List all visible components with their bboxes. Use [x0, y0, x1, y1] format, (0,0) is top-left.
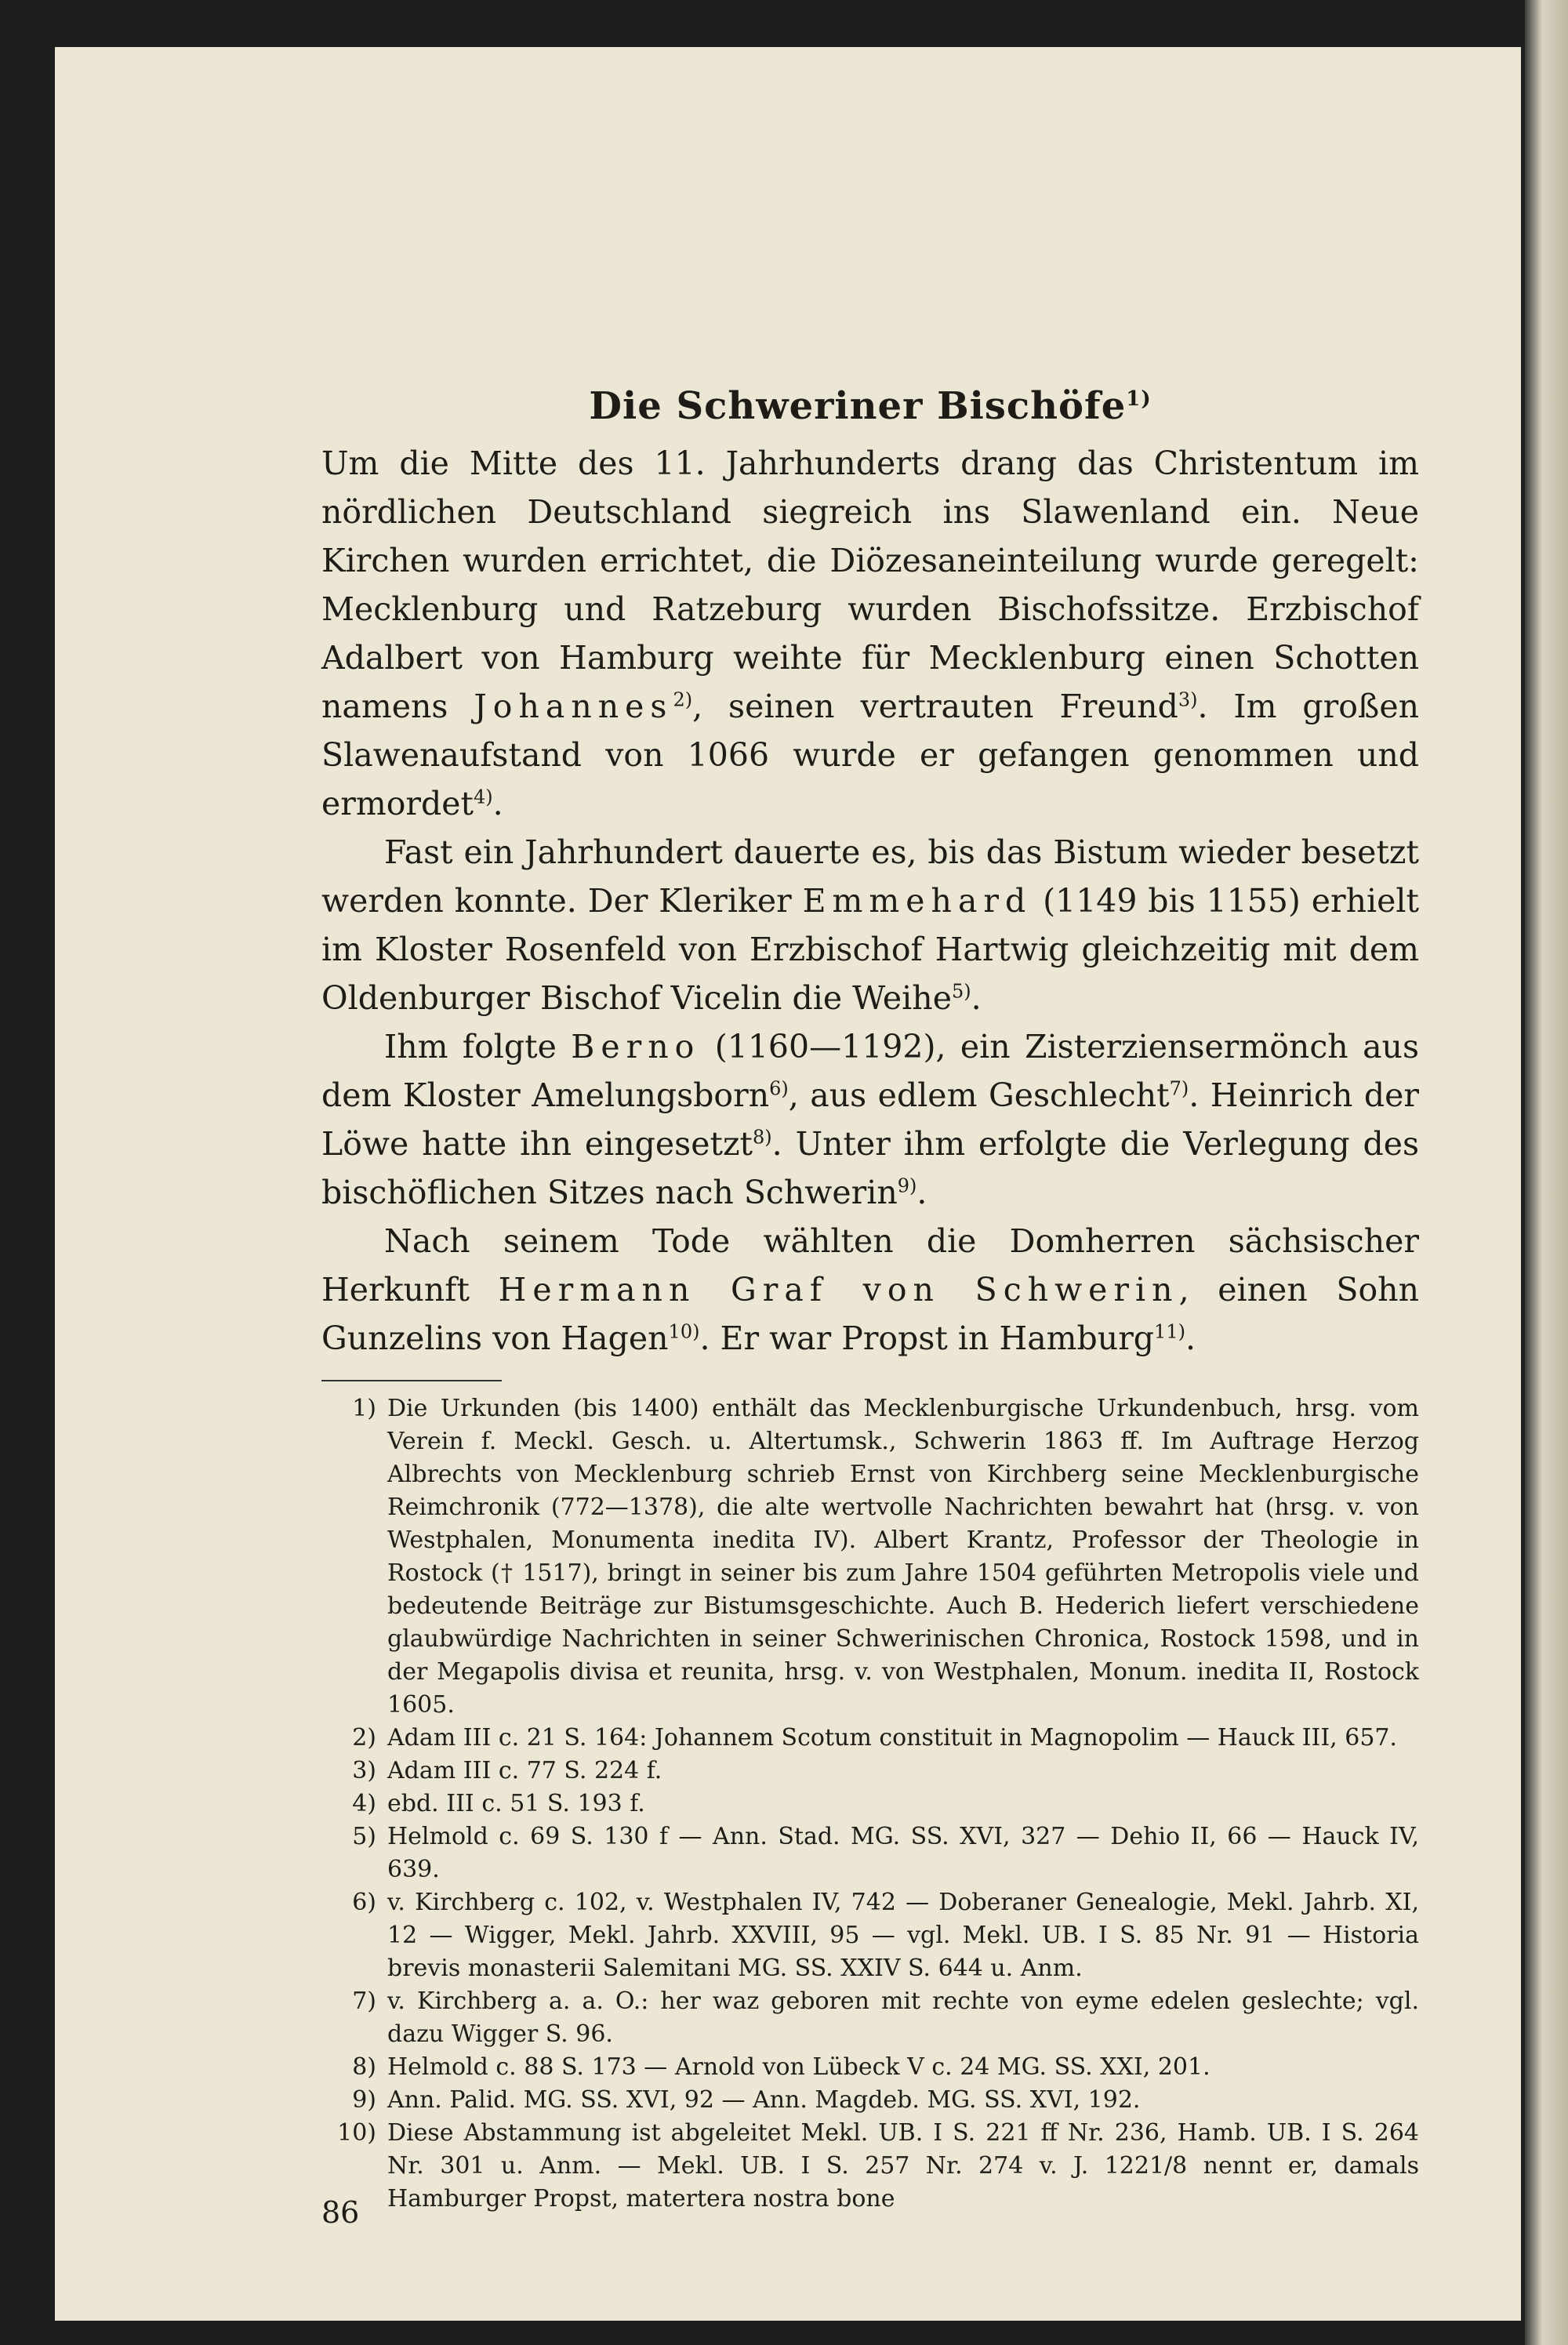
text-run: .	[916, 1174, 927, 1211]
footnote-text: Ann. Palid. MG. SS. XVI, 92 — Ann. Magdeb. MG. SS. XVI, 192.	[387, 2086, 1141, 2114]
chapter-heading	[321, 384, 1419, 428]
footnote-number: 2)	[352, 1724, 376, 1751]
footnote-ref: 8)	[753, 1126, 772, 1149]
spaced-name: Emmehard	[802, 882, 1033, 920]
footnote-number: 5)	[352, 1823, 376, 1850]
footnote-number: 4)	[352, 1790, 376, 1817]
footnote-text: Adam III c. 77 S. 224 f.	[387, 1757, 662, 1784]
footnote	[321, 2084, 1419, 2117]
spaced-name: Johannes	[474, 688, 673, 725]
footnote-text: Helmold c. 88 S. 173 — Arnold von Lübeck V c. 24 MG. SS. XXI, 201.	[387, 2053, 1210, 2081]
text-run: . Im großen Slawenaufstand von 1066 wurde er gefangen genommen und ermordet	[321, 688, 1419, 822]
footnote	[321, 2117, 1419, 2216]
footnote-text: v. Kirchberg a. a. O.: her waz geboren mit rechte von eyme edelen geslechte; vgl. dazu Wigger S. 96.	[387, 1987, 1419, 2048]
heading-footnote-ref: 1)	[1126, 387, 1152, 411]
spaced-name: Berno	[571, 1028, 701, 1065]
paragraph-1	[321, 439, 1419, 828]
text-run: (1149 bis 1155) erhielt im Kloster Rosenfeld von Erzbischof Hartwig gleichzeitig mit dem Oldenburger Bischof Vicelin die Weihe	[321, 882, 1419, 1017]
text-run: .	[492, 785, 503, 822]
text-run: (1160—1192), ein Zisterziensermönch aus dem Kloster Amelungsborn	[321, 1028, 1419, 1114]
footnote-ref: 4)	[474, 786, 493, 808]
footnote-ref: 3)	[1178, 688, 1198, 711]
footnote-ref: 7)	[1169, 1077, 1189, 1100]
spaced-name: Hermann Graf von Schwerin	[498, 1271, 1179, 1309]
paragraph-3	[321, 1022, 1419, 1217]
footnote	[321, 1820, 1419, 1886]
footnote-text: Helmold c. 69 S. 130 f — Ann. Stad. MG. SS. XVI, 327 — Dehio II, 66 — Hauck IV, 639.	[387, 1823, 1419, 1883]
text-run: . Heinrich der Löwe hatte ihn eingesetzt	[321, 1076, 1420, 1163]
footnote-number: 10)	[337, 2119, 376, 2147]
text-run: Ihm folgte	[384, 1028, 572, 1065]
footnote	[321, 1755, 1419, 1788]
text-run: . Unter ihm erfolgte die Verlegung des bischöflichen Sitzes nach Schwerin	[321, 1125, 1419, 1211]
page-number: 86	[321, 2195, 360, 2230]
paragraph-2	[321, 828, 1419, 1022]
page-text	[321, 384, 1419, 2216]
footnote	[321, 2051, 1419, 2084]
text-run: , aus edlem Geschlecht	[788, 1076, 1170, 1114]
footnote	[321, 1886, 1419, 1985]
footnote-ref: 6)	[769, 1077, 789, 1100]
footnotes	[321, 1392, 1419, 2216]
footnote-number: 9)	[352, 2086, 376, 2114]
footnote-text: Diese Abstammung ist abgeleitet Mekl. UB. I S. 221 ff Nr. 236, Hamb. UB. I S. 264 Nr. 301 u. Anm. — Mekl. UB. I S. 257 Nr. 274 v. J. 1221/8 nennt er, damals Hamburger Propst, matertera nostra bone	[387, 2119, 1419, 2213]
next-page-edge	[1525, 0, 1568, 2345]
text-run: .	[1185, 1320, 1196, 1357]
footnote-text: Adam III c. 21 S. 164: Johannem Scotum constituit in Magnopolim — Hauck III, 657.	[387, 1724, 1398, 1751]
footnote-text: ebd. III c. 51 S. 193 f.	[387, 1790, 645, 1817]
footnote	[321, 1985, 1419, 2051]
text-run: Fast ein Jahrhundert dauerte es, bis das Bistum wieder besetzt werden konnte. Der Kleriker	[321, 833, 1419, 920]
footnote-ref: 11)	[1154, 1320, 1185, 1343]
footnote-number: 8)	[352, 2053, 376, 2081]
footnote-text: v. Kirchberg c. 102, v. Westphalen IV, 742 — Doberaner Genealogie, Mekl. Jahrb. XI, 12 — Wigger, Mekl. Jahrb. XXVIII, 95 — vgl. Mekl. UB. I S. 85 Nr. 91 — Historia brevis monasterii Salemitani MG. SS. XXIV S. 644 u. Anm.	[387, 1889, 1419, 1982]
text-run: , seinen vertrauten Freund	[692, 688, 1178, 725]
footnote	[321, 1722, 1419, 1755]
text-run: Nach seinem Tode wählten die Domherren sächsischer Herkunft	[321, 1222, 1419, 1309]
text-run: .	[971, 979, 982, 1017]
footnote-divider	[321, 1380, 502, 1381]
text-run: . Er war Propst in Hamburg	[699, 1320, 1155, 1357]
footnote-ref: 5)	[951, 980, 971, 1003]
text-run: Um die Mitte des 11. Jahrhunderts drang das Christentum im nördlichen Deutschland siegreich ins Slawenland ein. Neue Kirchen wurden errichtet, die Diözesaneinteilung wurde geregelt: Mecklenburg und Ratzeburg wurden Bischofssitze. Erzbischof Adalbert von Hamburg weihte für Mecklenburg einen Schotten namens	[321, 445, 1419, 725]
footnote-text: Die Urkunden (bis 1400) enthält das Mecklenburgische Urkundenbuch, hrsg. vom Verein f. Meckl. Gesch. u. Altertumsk., Schwerin 1863 ff. Im Auftrage Herzog Albrechts von Mecklenburg schrieb Ernst von Kirchberg seine Mecklenburgische Reimchronik (772—1378), die alte wertvolle Nachrichten bewahrt hat (hrsg. v. von Westphalen, Monumenta inedita IV). Albert Krantz, Professor der Theologie in Rostock († 1517), bringt in seiner bis zum Jahre 1504 geführten Metropolis viele und bedeutende Beiträge zur Bistumsgeschichte. Auch B. Hederich liefert verschiedene glaubwürdige Nachrichten in seiner Schwerinischen Chronica, Rostock 1598, und in der Megapolis divisa et reunita, hrsg. v. von Westphalen, Monum. inedita II, Rostock 1605.	[387, 1395, 1419, 1719]
footnote	[321, 1392, 1419, 1722]
footnote	[321, 1788, 1419, 1820]
footnote-ref: 2)	[673, 688, 693, 711]
text-run: , einen Sohn Gunzelins von Hagen	[321, 1271, 1419, 1357]
footnote-number: 1)	[352, 1395, 376, 1422]
paragraph-4	[321, 1217, 1419, 1363]
footnote-number: 6)	[352, 1889, 376, 1916]
footnote-number: 3)	[352, 1757, 376, 1784]
footnote-ref: 10)	[668, 1320, 700, 1343]
footnote-number: 7)	[352, 1987, 376, 2015]
chapter-title: Die Schweriner Bischöfe	[589, 384, 1127, 428]
footnote-ref: 9)	[897, 1174, 917, 1197]
